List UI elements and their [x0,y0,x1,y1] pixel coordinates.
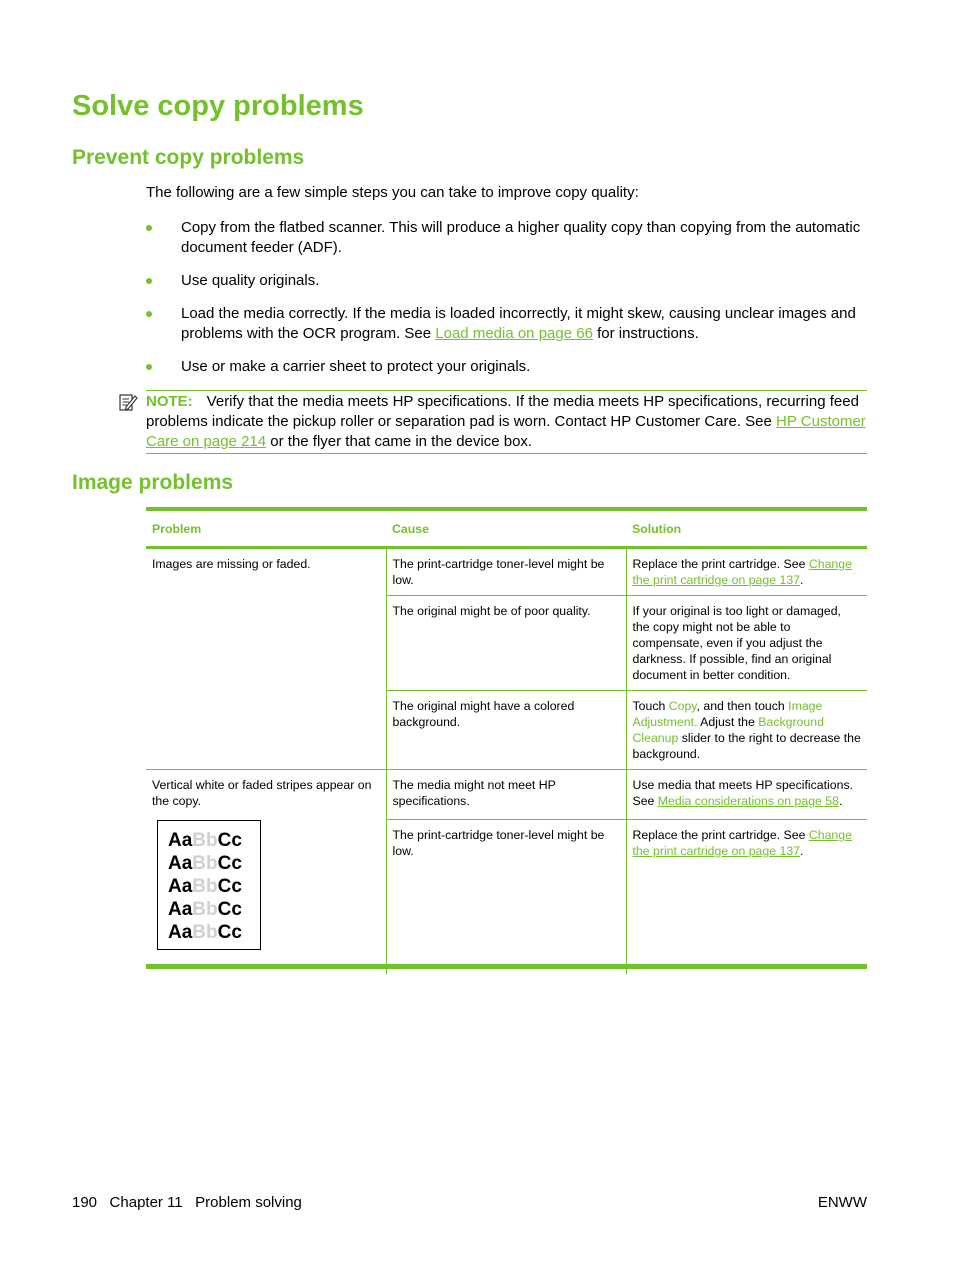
bullet-icon [146,311,152,317]
change-cartridge-link[interactable]: Change the print cartridge on page 137 [632,557,852,587]
sample-faded-text: Bb [192,876,218,897]
footer-chapter: Chapter 11 [109,1194,183,1211]
sample-faded-text: Bb [192,899,218,920]
load-media-link[interactable]: Load media on page 66 [435,325,593,342]
image-adjustment-ref: Image Adjustment. [632,699,823,729]
solution-text: Replace the print cartridge. See [632,828,809,842]
list-item [146,357,868,377]
problem-cell: Images are missing or faded. [146,548,386,770]
solution-cell [626,691,867,770]
table-row [146,770,867,820]
media-considerations-link[interactable]: Media considerations on page 58 [657,794,839,808]
sample-text: Cc [217,922,242,943]
footer-left [72,1194,302,1211]
sample-faded-text: Bb [192,830,218,851]
sample-row [168,829,260,852]
note-text: or the flyer that came in the device box. [266,433,533,450]
sample-row [168,852,260,875]
page-title: Solve copy problems [72,90,364,122]
list-item [146,304,868,344]
list-item-text: Load the media correctly. If the media is loaded incorrectly, it might skew, causing unclear images and problems with the OCR program. See [181,305,856,342]
section-heading-prevent: Prevent copy problems [72,146,305,169]
problem-cell: Vertical white or faded stripes appear on the copy. [146,770,386,975]
list-item [146,271,868,291]
customer-care-link[interactable]: HP Customer Care on page 214 [146,413,866,450]
solution-text: . [800,844,804,858]
table-bottom-rule [146,964,867,969]
sample-text: Cc [217,876,242,897]
sample-text: Aa [168,876,193,897]
table-header-row [146,509,867,548]
sample-text: Aa [168,853,193,874]
change-cartridge-link[interactable]: Change the print cartridge on page 137 [632,828,852,858]
intro-text: The following are a few simple steps you can take to improve copy quality: [146,184,639,201]
section-heading-image: Image problems [72,471,234,494]
sample-faded-text: Bb [192,853,218,874]
faded-stripes-sample-image [157,820,261,950]
cause-cell: The original might be of poor quality. [386,596,626,691]
note-text: Verify that the media meets HP specifications. If the media meets HP specifications, recurring feed problems indicate the pickup roller or separation pad is worn. Contact HP Customer Care. See [146,393,859,430]
cause-cell: The print-cartridge toner-level might be low. [386,548,626,596]
footer-section: Problem solving [195,1194,302,1211]
sample-text: Cc [217,830,242,851]
solution-text: Replace the print cartridge. See [632,557,809,571]
solution-text: Use media that meets HP specifications. See [632,778,854,808]
sample-text: Aa [168,830,193,851]
sample-text: Aa [168,922,193,943]
sample-text: Aa [168,899,193,920]
footer-right: ENWW [817,1194,867,1211]
solution-text: slider to the right to decrease the background. [632,731,861,761]
solution-cell: If your original is too light or damaged, the copy might not be able to compensate, even if you adjust the darkness. If possible, find an original document in better condition. [626,596,867,691]
page-number: 190 [72,1194,98,1211]
list-item-text: Copy from the flatbed scanner. This will produce a higher quality copy than copying from the automatic document feeder (ADF). [181,219,861,256]
sample-row [168,898,260,921]
prevent-bullet-list [146,218,868,390]
solution-text: Touch [632,699,669,713]
sample-row [168,875,260,898]
sample-faded-text: Bb [192,922,218,943]
note-box [146,390,867,454]
sample-text: Cc [217,899,242,920]
sample-text: Cc [217,853,242,874]
copy-menu-ref: Copy [668,699,697,713]
solution-text: , and then touch [696,699,789,713]
solution-cell [626,820,867,975]
bullet-icon [146,364,152,370]
bullet-icon [146,225,152,231]
bullet-icon [146,278,152,284]
solution-cell [626,770,867,820]
solution-text: . [838,794,843,808]
column-header-solution: Solution [626,509,867,548]
background-cleanup-ref: Background Cleanup [632,715,824,745]
note-icon [118,392,138,412]
solution-text: Adjust the [697,715,759,729]
cause-cell: The print-cartridge toner-level might be low. [386,820,626,975]
table-row [146,548,867,596]
sample-row [168,921,260,944]
solution-text: . [800,573,804,587]
note-label: NOTE: [146,393,193,410]
column-header-problem: Problem [146,509,386,548]
column-header-cause: Cause [386,509,626,548]
list-item [146,218,868,258]
solution-cell [626,548,867,596]
list-item-text: for instructions. [592,325,699,342]
cause-cell: The media might not meet HP specifications. [386,770,626,820]
cause-cell: The original might have a colored background. [386,691,626,770]
list-item-text: Use or make a carrier sheet to protect your originals. [181,358,531,375]
list-item-text: Use quality originals. [181,272,320,289]
